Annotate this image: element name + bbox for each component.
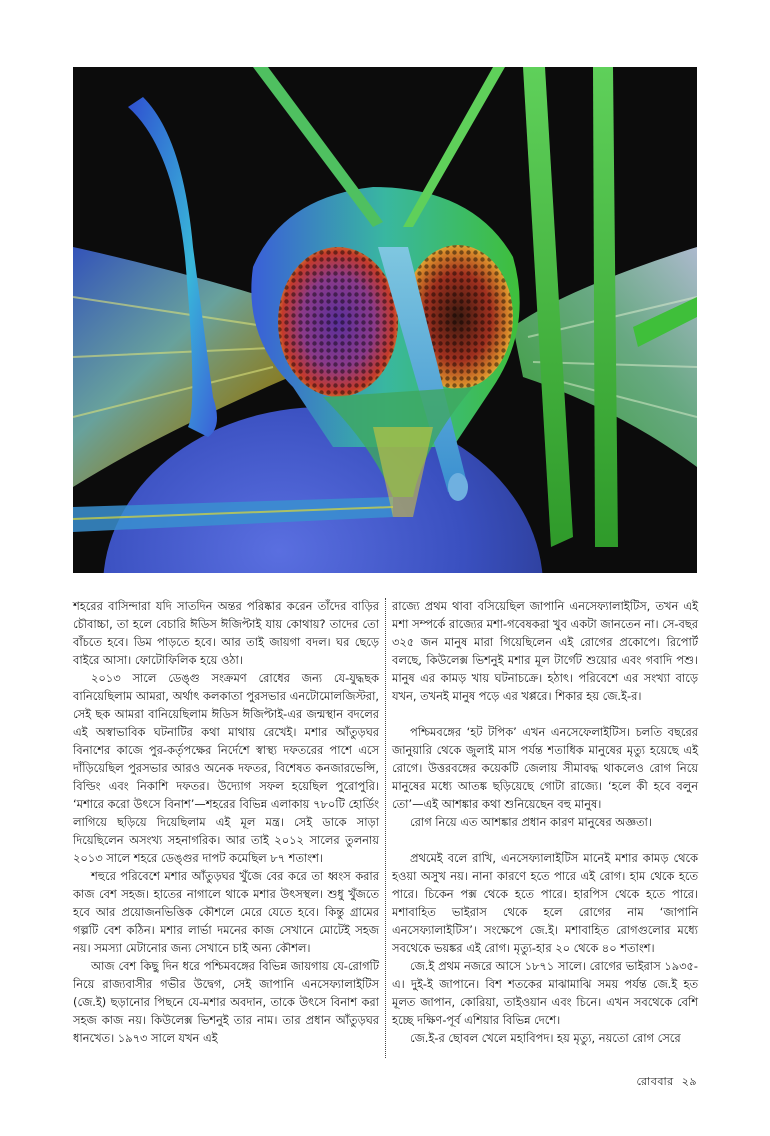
page-footer (637, 1073, 698, 1092)
paragraph: শহরের বাসিন্দারা যদি সাতদিন অন্তর পরিষ্কার করেন তাঁদের বাড়ির চৌবাচ্চা, তা হলে বেচারি ঈডিস ঈজিপ্টাই যায় কোথায়? তাদের তো বাঁচতে হবে। ডিম পাড়তে হবে। আর তাই জায়গা বদল। ঘর ছেড়ে বাইরে আসা। ফোটোফিলিক হয়ে ওঠা। (73, 599, 379, 667)
column-divider (385, 598, 386, 1058)
paragraph: জে.ই-র ছোবল খেলে মহাবিপদ। হয় মৃত্যু, নয়তো রোগ সেরে (410, 1031, 681, 1045)
paragraph: পশ্চিমবঙ্গের ‘হট টপিক’ এখন এনসেফেলাইটিস। চলতি বছরের জানুয়ারি থেকে জুলাই মাস পর্যন্ত শতাধিক মানুষের মৃত্যু হয়েছে এই রোগে। উত্তরবঙ্গের কয়েকটি জেলায় সীমাবদ্ধ থাকলেও রোগ নিয়ে মানুষের মধ্যে আতঙ্ক ছড়িয়েছে গোটা রাজ্যে। ‘হলে কী হবে বলুন তো’—এই আশঙ্কার কথা শুনিয়েছেন বহু মানুষ। (392, 725, 698, 811)
paragraph: আজ বেশ কিছু দিন ধরে পশ্চিমবঙ্গের বিভিন্ন জায়গায় যে-রোগটি নিয়ে রাজ্যবাসীর গভীর উদ্বেগ, সেই জাপানি এনসেফ্যালাইটিস (জে.ই) ছড়ানোর পিছনে যে-মশার অবদান, তাকে উৎসে বিনাশ করা সহজ কাজ নয়। কিউলেক্স ভিশনুই তার নাম। তার প্রধান আঁতুড়ঘর ধানখেত। ১৯৭৩ সালে যখন এই (73, 959, 379, 1045)
paragraph: ২০১৩ সালে ডেঙ্গু সংক্রমণ রোধের জন্য যে-যুদ্ধছক বানিয়েছিলাম আমরা, অর্থাৎ কলকাতা পুরসভার এনটোমোলজিস্টরা, সেই ছক আমরা বানিয়েছিলাম ঈডিস ঈজিপ্টাই-এর জন্মস্থান বদলের এই অস্বাভাবিক ঘটনাটির কথা মাথায় রেখেই। মশার আঁতুড়ঘর বিনাশের কাজে পুর-কর্তৃপক্ষের নির্দেশে স্বাস্থ্য দফতরের পাশে এসে দাঁড়িয়েছিল পুরসভার আরও অনেক দফতর, বিশেষত কনজারভেন্সি, বিল্ডিং এবং নিকাশি দফতর। উদ্যোগ সফল হয়েছিল পুরোপুরি। ‘মশারে করো উৎসে বিনাশ’—শহরের বিভিন্ন এলাকায় ৭৮০টি হোর্ডিং লাগিয়ে ছড়িয়ে দিয়েছিলাম এই মূল মন্ত্র। সেই ডাকে সাড়া দিয়েছিলেন অসংখ্য সহনাগরিক। আর তাই ২০১২ সালের তুলনায় ২০১৩ সালে শহরে ডেঙ্গুর দাপট কমেছিল ৮৭ শতাংশ। (73, 671, 379, 865)
publication-name: রোববার (636, 1075, 674, 1088)
paragraph: রোগ নিয়ে এত আশঙ্কার প্রধান কারণ মানুষের অজ্ঞতা। (410, 815, 652, 829)
mosquito-photo (73, 67, 697, 573)
paragraph: প্রথমেই বলে রাখি, এনসেফ্যালাইটিস মানেই মশার কামড় থেকে হওয়া অসুখ নয়। নানা কারণে হতে পারে এই রোগ। হাম থেকে হতে পারে। চিকেন পক্স থেকে হতে পারে। হারপিস থেকে হতে পারে। মশাবাহিত ভাইরাস থেকে হলে রোগের নাম ‘জাপানি এনসেফ্যালাইটিস’। সংক্ষেপে জে.ই। মশাবাহিত রোগগুলোর মধ্যে সবথেকে ভয়ঙ্কর এই রোগ। মৃত্যু-হার ২০ থেকে ৪০ শতাংশ। (392, 851, 698, 955)
paragraph: জে.ই প্রথম নজরে আসে ১৮৭১ সালে। রোগের ভাইরাস ১৯৩৫-এ। দুই-ই জাপানে। বিশ শতকের মাঝামাঝি সময় পর্যন্ত জে.ই হত মূলত জাপান, কোরিয়া, তাইওয়ান এবং চিনে। এখন সবথেকে বেশি হচ্ছে দক্ষিণ-পূর্ব এশিয়ার বিভিন্ন দেশে। (392, 959, 698, 1027)
article-column-right (392, 597, 698, 1047)
paragraph: রাজ্যে প্রথম থাবা বসিয়েছিল জাপানি এনসেফ্যালাইটিস, তখন এই মশা সম্পর্কে রাজ্যের মশা-গবেষকরা খুব একটা জানতেন না। সে-বছর ৩২৫ জন মানুষ মারা গিয়েছিলেন এই রোগের প্রকোপে। রিপোর্ট বলছে, কিউলেক্স ভিশনুই মশার মূল টার্গেট শুয়োর এবং গবাদি পশু। মানুষ এর কামড় খায় ঘটনাচক্রে। হঠাৎ। পরিবেশে এর সংখ্যা বাড়ে যখন, তখনই মানুষ পড়ে এর খপ্পরে। শিকার হয় জে.ই-র। (392, 599, 698, 703)
mosquito-illustration (73, 67, 697, 573)
paragraph: শহুরে পরিবেশে মশার আঁতুড়ঘর খুঁজে বের করে তা ধ্বংস করার কাজ বেশ সহজ। হাতের নাগালে থাকে মশার উৎসস্থল। শুধু খুঁজতে হবে আর প্রয়োজনভিত্তিক কৌশলে মেরে যেতে হবে। কিন্তু গ্রামের গল্পটি বেশ কঠিন। মশার লার্ভা দমনের কাজ সেখানে মোটেই সহজ নয়। সমস্যা মেটানোর জন্য সেখানে চাই অন্য কৌশল। (73, 869, 379, 955)
article-column-left (73, 597, 379, 1047)
page-number: ২৯ (681, 1075, 697, 1088)
